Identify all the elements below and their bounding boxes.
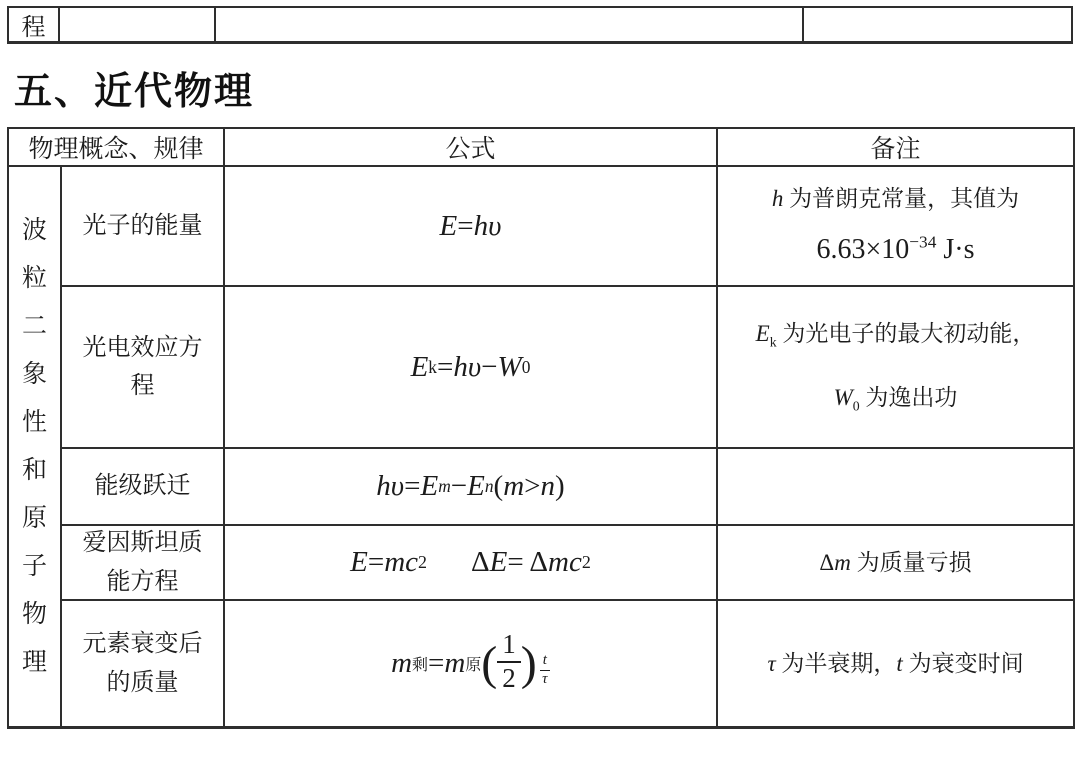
- concept-label: 光子的能量: [82, 212, 203, 239]
- notes-cell: [718, 167, 1073, 285]
- notes-cell: [718, 287, 1073, 447]
- previous-table-cell: [804, 8, 1071, 41]
- table-row-photoelectric-equation: [62, 287, 1073, 449]
- previous-table-row: [7, 6, 1073, 44]
- formula-cell: m 剩 = m 原 ( $\frac{1}{2}$ ) $\frac{t}{\tau}$: [225, 601, 718, 726]
- concept-cell: [62, 449, 225, 524]
- table-body: [9, 167, 1073, 726]
- concept-cell: [62, 601, 225, 726]
- formula-cell: E = hυ: [225, 167, 718, 285]
- note-line: $6.63\times 10^{-34}$ J·s: [816, 232, 975, 265]
- table-rows: [62, 167, 1073, 726]
- note-line: $E_k$ 为光电子的最大初动能，: [755, 320, 1036, 350]
- header-cell-concept: 物理概念、规律: [9, 129, 225, 165]
- formula-cell: E = mc 2 Δ E = Δ mc 2: [225, 526, 718, 599]
- notes-cell: [718, 601, 1073, 726]
- formula-cell: E k = hυ − W 0: [225, 287, 718, 447]
- header-cell-notes: 备注: [870, 136, 921, 163]
- previous-table-cell: 程: [9, 8, 60, 41]
- note-line: Δm 为质量亏损: [819, 549, 972, 575]
- concept-label: 光电效应方程: [82, 334, 203, 399]
- section-heading: 五、近代物理: [14, 71, 255, 113]
- previous-table-cell: [216, 8, 804, 41]
- header-cell-formula: 公式: [225, 129, 718, 165]
- table-header-row: [9, 129, 1073, 167]
- table-row-energy-level-transition: [62, 449, 1073, 526]
- concept-label: 爱因斯坦质能方程: [82, 530, 203, 595]
- table-row-mass-energy-equation: [62, 526, 1073, 601]
- table-row-decay-remaining-mass: [62, 601, 1073, 726]
- category-column-vertical-label: 波 粒 二 象 性 和 原 子 物 理: [9, 167, 62, 726]
- notes-cell: [718, 449, 1073, 524]
- formula-cell: hυ = E m − E n ( m > n ): [225, 449, 718, 524]
- table-row-photon-energy: [62, 167, 1073, 287]
- concept-cell: [62, 526, 225, 599]
- concept-cell: [62, 167, 225, 285]
- notes-cell: [718, 526, 1073, 599]
- note-line: τ 为半衰期，t 为衰变时间: [767, 650, 1024, 676]
- formula-table: [7, 127, 1075, 729]
- concept-label: 能级跃迁: [94, 473, 191, 500]
- note-line: h 为普朗克常量，其值为: [771, 186, 1020, 212]
- concept-label: 元素衰变后的质量: [82, 631, 203, 696]
- previous-table-cell: [60, 8, 216, 41]
- concept-cell: [62, 287, 225, 447]
- note-line: $W_0$ 为逸出功: [833, 385, 958, 414]
